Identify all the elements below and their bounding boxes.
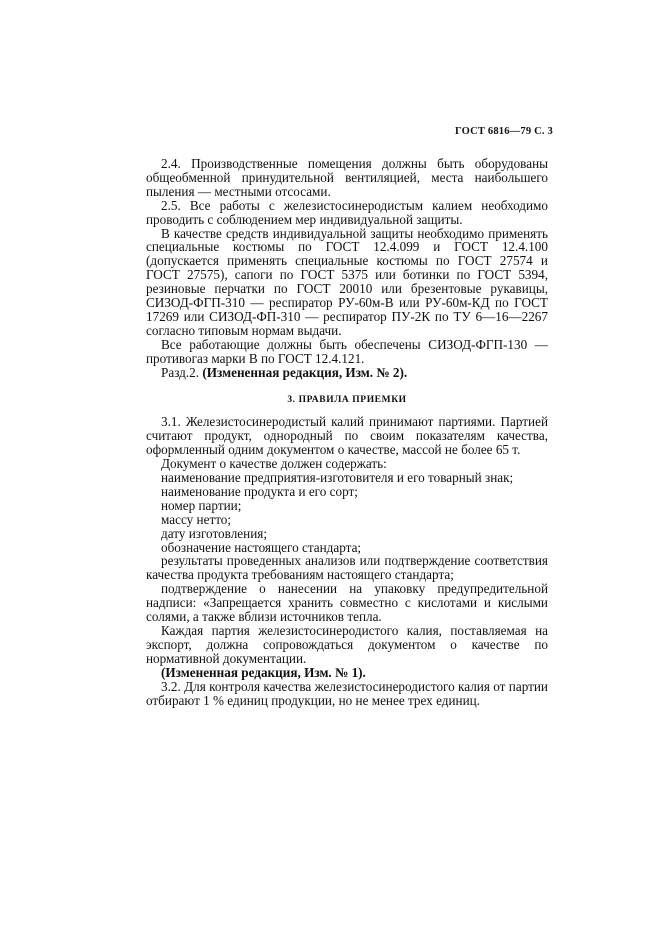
list-item: дату изготовления; (161, 525, 267, 541)
amendment-note-1: (Измененная редакция, Изм. № 1). (161, 664, 366, 680)
paragraph-3-1: 3.1. Железистосинеродистый калий принимают партиями. Партией считают продукт, однородный по своим показателям качества, оформленный одним документом о качестве, массой не более 65 т. (146, 414, 548, 458)
amendment-note-2 (146, 366, 548, 380)
paragraph-export: Каждая партия железистосинеродистого калия, поставляемая на экспорт, должна сопровождаться документом о качестве по нормативной документации. (146, 623, 548, 666)
paragraph-2-5: 2.5. Все работы с железистосинеродистым калием необходимо проводить с соблюдением мер индивидуальной защиты. (146, 197, 548, 227)
list-item: результаты проведенных анализов или подтверждение соответствия качества продукта требованиям настоящего стандарта; (146, 553, 548, 583)
list-item: массу нетто; (161, 511, 232, 527)
list-item: обозначение настоящего стандарта; (161, 539, 362, 555)
list-item: подтверждение о нанесении на упаковку предупредительной надписи: «Запрещается хранить совместно с кислотами и кислыми солями, а также вблизи источников тепла. (146, 581, 548, 625)
paragraph-all-workers: Все работающие должны быть обеспечены СИЗОД-ФГП-130 — противогаз марки В по ГОСТ 12.4.121. (146, 336, 548, 366)
doc-intro: Документ о качестве должен содержать: (161, 456, 387, 472)
section-heading: 3. ПРАВИЛА ПРИЕМКИ (287, 394, 407, 405)
list-item: номер партии; (161, 497, 242, 513)
paragraph-3-2: 3.2. Для контроля качества железистосинеродистого калия от партии отбирают 1 % единиц продукции, но не менее трех единиц. (146, 678, 548, 708)
list-item: наименование продукта и его сорт; (161, 483, 358, 499)
amendment-bold: (Измененная редакция, Изм. № 2). (202, 364, 408, 380)
paragraph-ppe: В качестве средств индивидуальной защиты необходимо применять специальные костюмы по ГОСТ 12.4.099 и ГОСТ 12.4.100 (допускается применять специальные костюмы по ГОСТ 27574 и ГОСТ 27575), сапоги по ГОСТ 5375 или ботинки по ГОСТ 5394, резиновые перчатки по ГОСТ 20010 или брезентовые рукавицы, СИЗОД-ФГП-310 — респиратор РУ-60м-В или РУ-60м-КД по ГОСТ 17269 или СИЗОД-ФП-310 — респиратор ПУ-2К по ТУ 6—16—2267 согласно типовым нормам выдачи. (146, 225, 548, 338)
amendment-prefix: Разд.2. (161, 364, 203, 380)
document-body (146, 157, 548, 707)
page-header: ГОСТ 6816—79 С. 3 (454, 126, 553, 137)
list-item: наименование предприятия-изготовителя и его товарный знак; (161, 470, 514, 486)
paragraph-2-4: 2.4. Производственные помещения должны быть оборудованы общеобменной принудительной вентиляцией, места наибольшего пыления — местными отсосами. (146, 156, 548, 199)
